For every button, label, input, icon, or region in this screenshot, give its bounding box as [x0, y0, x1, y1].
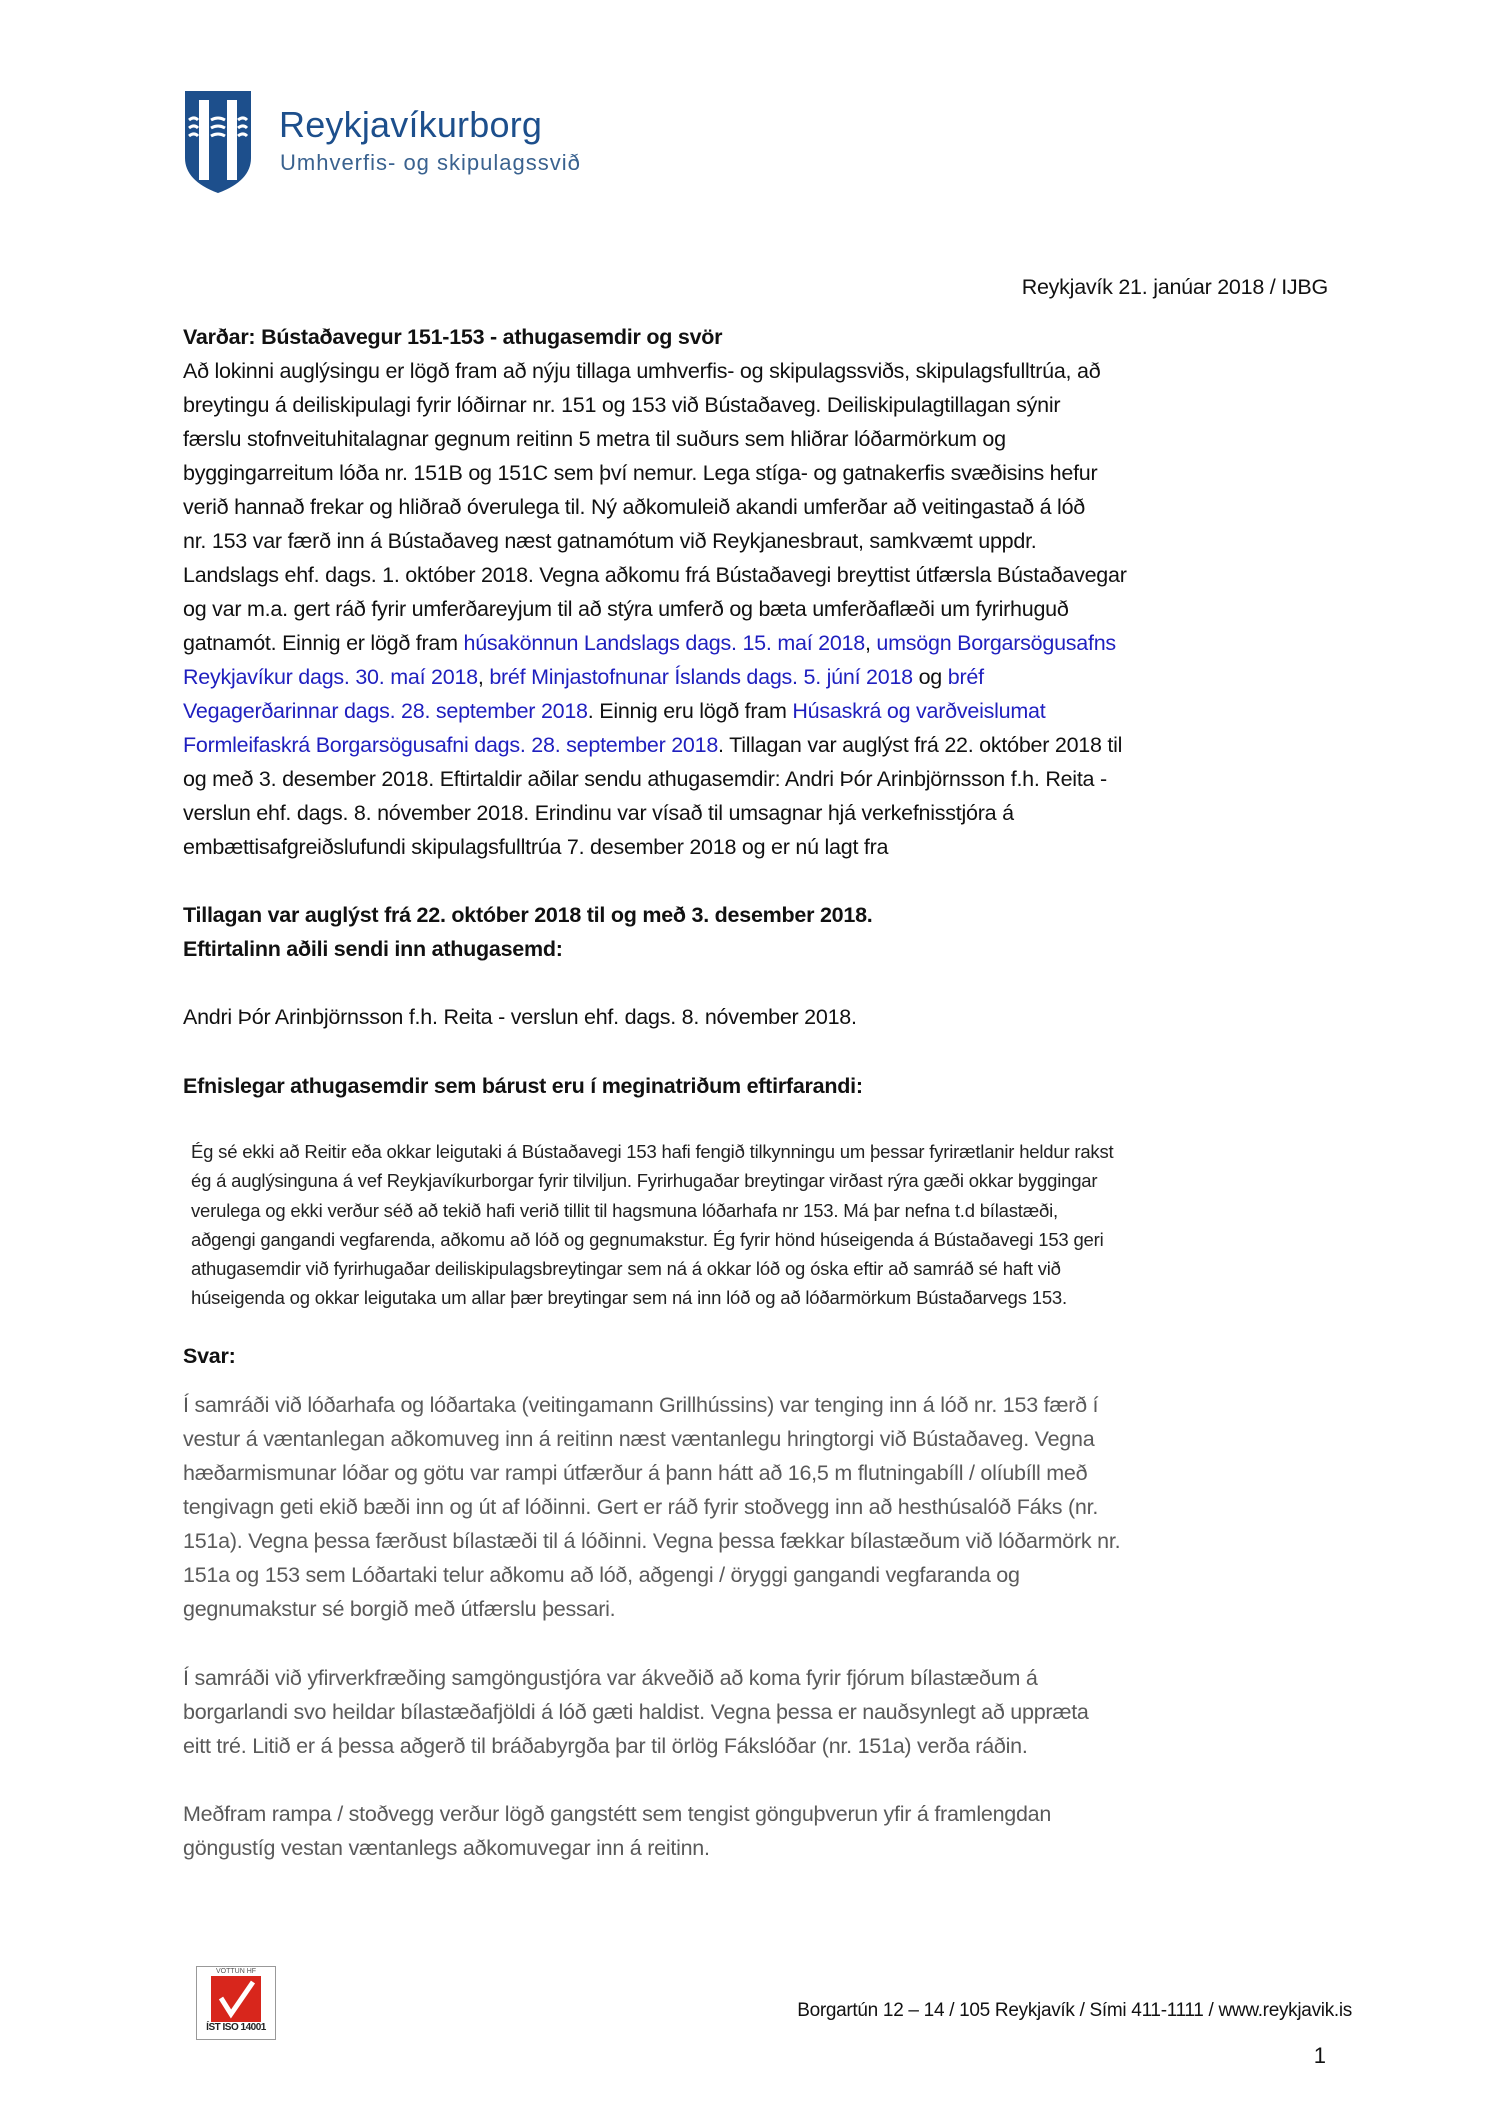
text-line	[183, 592, 1127, 626]
text-segment: ,	[864, 631, 877, 655]
text-line: 151a og 153 sem Lóðartaki telur aðkomu að lóð, aðgengi / öryggi gangandi vegfaranda og	[183, 1563, 1020, 1587]
text-line	[183, 490, 1127, 524]
document-link[interactable]: umsögn Borgarsögusafns	[876, 631, 1116, 655]
text-line: tengivagn geti ekið bæði inn og út af lóðinni. Gert er ráð fyrir stoðvegg inn að hesthúsalóð Fáks (nr.	[183, 1495, 1099, 1519]
document-link[interactable]: húsakönnun Landslags dags. 15. maí 2018	[463, 631, 865, 655]
text-line	[183, 422, 1127, 456]
text-line: Meðfram rampa / stoðvegg verður lögð gangstétt sem tengist gönguþverun yfir á framlengdan	[183, 1802, 1052, 1826]
text-segment: breytingu á deiliskipulagi fyrir lóðirnar nr. 151 og 153 við Bústaðaveg. Deiliskipulagtillagan sýnir	[183, 393, 1061, 417]
text-line: Ég sé ekki að Reitir eða okkar leigutaki á Bústaðavegi 153 hafi fengið tilkynningu um þessar fyrirætlanir heldur rakst	[191, 1141, 1114, 1162]
advert-line-1: Tillagan var auglýst frá 22. október 2018 til og með 3. desember 2018.	[183, 903, 873, 927]
comment-quote	[191, 1137, 1113, 1313]
document-link[interactable]: Vegagerðarinnar dags. 28. september 2018	[183, 699, 588, 723]
text-line	[183, 558, 1127, 592]
answer-paragraph-1	[183, 1388, 1120, 1626]
text-segment: verslun ehf. dags. 8. nóvember 2018. Erindinu var vísað til umsagnar hjá verkefnisstjóra á	[183, 801, 1014, 825]
text-segment: gatnamót. Einnig er lögð fram	[183, 631, 464, 655]
text-segment: Landslags ehf. dags. 1. október 2018. Vegna aðkomu frá Bústaðavegi breyttist útfærsla Bústaðavegar	[183, 563, 1127, 587]
city-logo	[184, 90, 252, 199]
text-line: athugasemdir við fyrirhugaðar deiliskipulagsbreytingar sem ná á okkar lóð og óska eftir að samráð sé haft við	[191, 1258, 1061, 1280]
text-line	[183, 626, 1127, 660]
text-segment: nr. 153 var færð inn á Bústaðaveg næst gatnamótum við Reykjanesbraut, samkvæmt uppdr.	[183, 529, 1037, 553]
text-segment: byggingarreitum lóða nr. 151B og 151C sem því nemur. Lega stíga- og gatnakerfis svæðisins hefur	[183, 461, 1098, 485]
text-segment: embættisafgreiðslufundi skipulagsfulltrúa 7. desember 2018 og er nú lagt fra	[183, 835, 889, 859]
document-link[interactable]: Húsaskrá og varðveislumat	[792, 699, 1046, 723]
department-name: Umhverfis- og skipulagssvið	[280, 150, 581, 175]
text-segment: og	[912, 665, 948, 689]
text-line: göngustíg vestan væntanlegs aðkomuvegar inn á reitinn.	[183, 1836, 710, 1860]
text-line	[183, 694, 1127, 728]
page-number: 1	[1313, 2043, 1326, 2068]
text-segment: . Tillagan var auglýst frá 22. október 2018 til	[718, 733, 1123, 757]
answer-paragraph-2	[183, 1661, 1089, 1763]
advert-line-2: Eftirtalinn aðili sendi inn athugasemd:	[183, 937, 563, 961]
text-line	[183, 762, 1127, 796]
text-line: borgarlandi svo heildar bílastæðafjöldi á lóð gæti haldist. Vegna þessa er nauðsynlegt að uppræta	[183, 1700, 1089, 1724]
text-line	[183, 830, 1127, 864]
text-line: aðgengi gangandi vegfarenda, aðkomu að lóð og gegnumakstur. Ég fyrir hönd húseigenda á Bústaðavegi 153 geri	[191, 1228, 1104, 1250]
text-segment: . Einnig eru lögð fram	[587, 699, 793, 723]
text-line: Í samráði við yfirverkfræðing samgöngustjóra var ákveðið að koma fyrir fjórum bílastæðum á	[183, 1666, 1038, 1690]
answer-heading: Svar:	[183, 1344, 236, 1368]
document-link[interactable]: bréf	[947, 665, 984, 689]
coat-of-arms-icon	[184, 90, 252, 194]
date-line: Reykjavík 21. janúar 2018 / IJBG	[1021, 275, 1328, 299]
text-line	[183, 388, 1127, 422]
text-line: gegnumakstur sé borgið með útfærslu þessari.	[183, 1597, 616, 1621]
text-line: hæðarmismunar lóðar og götu var rampi útfærður á þann hátt að 16,5 m flutningabíll / olíubíll með	[183, 1461, 1088, 1485]
text-segment: Að lokinni auglýsingu er lögð fram að nýju tillaga umhverfis- og skipulagssviðs, skipulagsfulltrúa, að	[183, 359, 1101, 383]
comments-heading: Efnislegar athugasemdir sem bárust eru í meginatriðum eftirfarandi:	[183, 1074, 863, 1098]
text-line: vestur á væntanlegan aðkomuveg inn á reitinn næst væntanlegu hringtorgi við Bústaðaveg. Vegna	[183, 1427, 1095, 1451]
intro-paragraph	[183, 354, 1127, 864]
text-line	[183, 354, 1127, 388]
answer-paragraph-3	[183, 1797, 1051, 1865]
text-line: ég á auglýsinguna á vef Reykjavíkurborgar fyrir tilviljun. Fyrirhugaðar breytingar virðast rýra gæði okkar byggingar	[191, 1170, 1098, 1192]
text-segment: og var m.a. gert ráð fyrir umferðareyjum til að stýra umferð og bæta umferðaflæði um fyrirhuguð	[183, 597, 1069, 621]
text-segment: og með 3. desember 2018. Eftirtaldir aðilar sendu athugasemdir: Andri Þór Arinbjörnsson f.h. Reita -	[183, 767, 1107, 791]
text-segment: verið hannað frekar og hliðrað óverulega til. Ný aðkomuleið akandi umferðar að veitingastað á lóð	[183, 495, 1085, 519]
text-line	[183, 524, 1127, 558]
document-link[interactable]: Reykjavíkur dags. 30. maí 2018	[183, 665, 478, 689]
text-line: eitt tré. Litið er á þessa aðgerð til bráðabyrgða þar til örlög Fákslóðar (nr. 151a) verða ráðin.	[183, 1734, 1028, 1758]
document-link[interactable]: bréf Minjastofnunar Íslands dags. 5. júní 2018	[489, 665, 913, 689]
text-line	[183, 660, 1127, 694]
cert-bottom-text: ÍST ISO 14001	[206, 2022, 266, 2033]
document-link[interactable]: Formleifaskrá Borgarsögusafni dags. 28. september 2018	[183, 733, 719, 757]
cert-top-text: VOTTUN HF	[215, 1968, 257, 1975]
text-line	[183, 728, 1127, 762]
iso-certification-logo	[196, 1966, 276, 2040]
subject-heading: Varðar: Bústaðavegur 151-153 - athugasemdir og svör	[183, 325, 723, 349]
text-segment: ,	[477, 665, 490, 689]
text-line: 151a). Vegna þessa færðust bílastæði til á lóðinni. Vegna þessa fækkar bílastæðum við lóðarmörk nr.	[183, 1529, 1121, 1553]
commenter: Andri Þór Arinbjörnsson f.h. Reita - verslun ehf. dags. 8. nóvember 2018.	[183, 1005, 857, 1029]
text-segment: færslu stofnveituhitalagnar gegnum reitinn 5 metra til suðurs sem hliðrar lóðarmörkum og	[183, 427, 1006, 451]
text-line	[183, 796, 1127, 830]
text-line: verulega og ekki verður séð að tekið hafi verið tillit til hagsmuna lóðarhafa nr 153. Má þar nefna t.d bílastæði,	[191, 1199, 1058, 1221]
text-line: Í samráði við lóðarhafa og lóðartaka (veitingamann Grillhússins) var tenging inn á lóð nr. 153 færð í	[183, 1393, 1099, 1417]
text-line	[183, 456, 1127, 490]
checkmark-icon	[211, 1976, 261, 2022]
org-name: Reykjavíkurborg	[279, 104, 543, 145]
footer-address: Borgartún 12 – 14 / 105 Reykjavík / Sími 411-1111 / www.reykjavik.is	[797, 2000, 1352, 2021]
text-line: húseigenda og okkar leigutaka um allar þær breytingar sem ná inn lóð og að lóðarmörkum Bústaðarvegs 153.	[191, 1287, 1067, 1309]
